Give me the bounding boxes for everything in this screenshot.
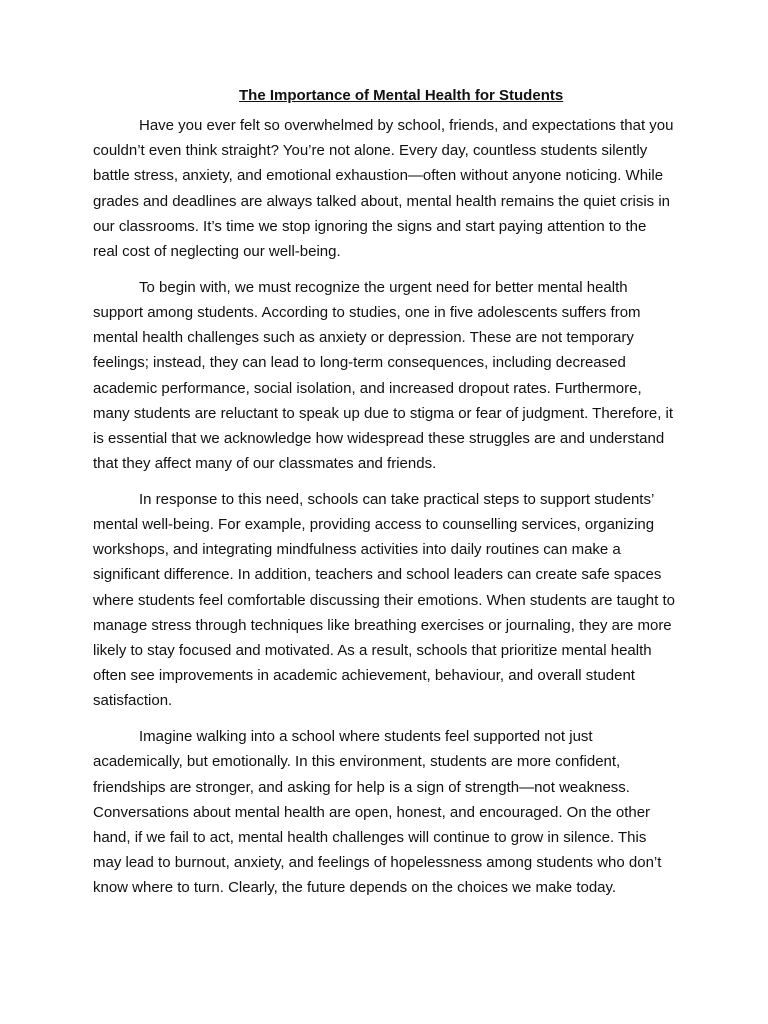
paragraph-need-for-support: To begin with, we must recognize the urgent need for better mental health support among students. According to studies, one in five adolescents suffers from mental health challenges such as anxiety or depression. These are not temporary feelings; instead, they can lead to long-term consequences, including decreased academic performance, social isolation, and increased dropout rates. Furthermore, many students are reluctant to speak up due to stigma or fear of judgment. Therefore, it is essential that we acknowledge how widespread these struggles are and understand that they affect many of our classmates and friends. (93, 278, 674, 473)
paragraph-school-steps: In response to this need, schools can take practical steps to support students’ mental well-being. For example, providing access to counselling services, organizing workshops, and integrating mindfulness activities into daily routines can make a significant difference. In addition, teachers and school leaders can create safe spaces where students feel comfortable discussing their emotions. When students are taught to manage stress through techniques like breathing exercises or journaling, they are more likely to stay focused and motivated. As a result, schools that prioritize mental health often see improvements in academic achievement, behaviour, and overall student satisfaction. (93, 490, 675, 710)
paragraph-conclusion: Imagine walking into a school where students feel supported not just academically, but emotionally. In this environment, students are more confident, friendships are stronger, and asking for help is a sign of strength—not weakness. Conversations about mental health are open, honest, and encouraged. On the other hand, if we fail to act, mental health challenges will continue to grow in silence. This may lead to burnout, anxiety, and feelings of hopelessness among students who don’t know where to turn. Clearly, the future depends on the choices we make today. (93, 728, 662, 897)
document-body (93, 86, 675, 911)
paragraph-introduction: Have you ever felt so overwhelmed by school, friends, and expectations that you couldn’t even think straight? You’re not alone. Every day, countless students silently battle stress, anxiety, and emotional exhaustion—often without anyone noticing. While grades and deadlines are always talked about, mental health remains the quiet crisis in our classrooms. It’s time we stop ignoring the signs and start paying attention to the real cost of neglecting our well-being. (93, 117, 674, 261)
document-title: The Importance of Mental Health for Students (239, 87, 564, 104)
